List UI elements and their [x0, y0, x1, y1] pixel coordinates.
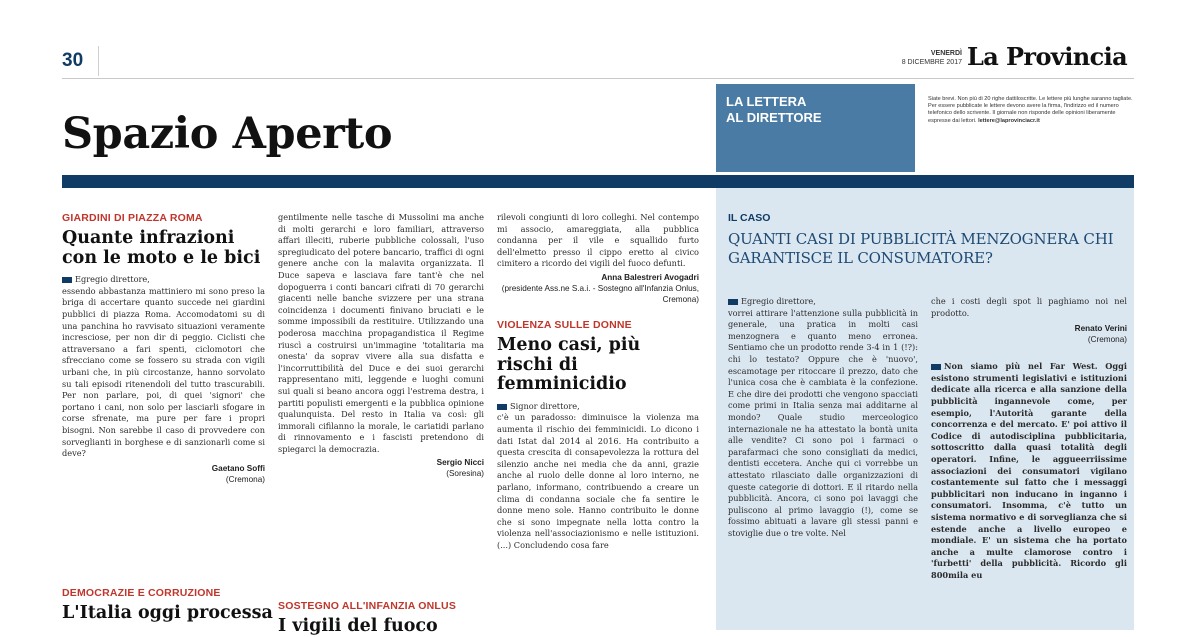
- column3-text: c'è un paradosso: diminuisce la violenza ma aumenta il rischio dei femminicidi. Lo dicono i dati Istat dal 2014 al 2016. Ha contribuito a questa crescita di consapevolezza la rottura del silenzio anche nei media che da anni, grazie anche al ruolo delle donne al loro interno, ne parlano, informano, contribuendo a creare un clima di condanna sociale che fa sentire le donne meno sole. Hanno contribuito le donne che si sono impegnate nella lotta contro la violenza nell'associazionismo e nelle istituzioni. (...) Concludendo cosa fare: [497, 412, 699, 550]
- il-caso-reply-text: Non siamo più nel Far West. Oggi esistono strumenti legislativi e istituzioni dedicate alla ricerca e alla sanzione della pubblicità ingannevole come, per esempio, l'Autorità garante della concorrenza e del mercato. E' poi attivo il Codice di autodisciplina pubblicitaria, sottoscritto dalla quasi totalità degli operatori. Infine, le aggueerriissime associazioni dei consumatori vigilano costantemente sul fatto che i messaggi pubblicitari non inducano in inganno i consumatori. Insomma, c'è tutto un sistema normativo e di sorveglianza che si estende anche a livello europeo e mondiale. E' un sistema che ha portato anche a multe clamorose contro i 'furbetti' della pubblicità. Ricordo gli 800mila eu: [931, 361, 1127, 580]
- bullet-square-icon: [62, 277, 72, 283]
- letter-box-email: lettere@laprovinciacr.it: [978, 117, 1040, 124]
- il-caso-signature: [931, 323, 1127, 345]
- il-caso-kicker: IL CASO: [728, 212, 771, 224]
- header-date-block: [858, 50, 962, 67]
- il-caso-author: Renato Verini: [1074, 324, 1127, 334]
- il-caso-salutation: Egregio direttore,: [741, 296, 816, 306]
- column3-kicker: VIOLENZA SULLE DONNE: [497, 318, 632, 331]
- masthead: La Provincia: [967, 42, 1128, 71]
- letter-box-info: [928, 96, 1134, 125]
- column3-signature: [497, 272, 699, 305]
- il-caso-col2-text: che i costi degli spot li paghiamo noi nel prodotto.: [931, 296, 1127, 318]
- column2-headline: I vigili del fuoco: [278, 616, 438, 636]
- column3-headline: Meno casi, più rischi di femminicidio: [497, 334, 641, 395]
- column2-author: Sergio Nicci: [436, 458, 484, 468]
- il-caso-place: (Cremona): [1087, 335, 1127, 345]
- il-caso-headline: QUANTI CASI DI PUBBLICITÀ MENZOGNERA CHI GARANTISCE IL CONSUMATORE?: [728, 230, 1114, 267]
- column2-signature: [278, 457, 484, 479]
- column2-body: gentilmente nelle tasche di Mussolini ma anche di molti gerarchi e loro familiari, attraverso affari illeciti, ruberie pubbliche colossali, l'uso spregiudicato del potere bancario, traffici di ogni genere anche con la malavita organizzata. Il Duce sapeva e lasciava fare tant'è che nel dopoguerra i conti bancari cifrati di 70 gerarchi giacenti nelle banche svizzere per una strana coincidenza i documenti finivano bruciati e le somme impossibili da restituire. Utilizzando una poderosa macchina propagandistica il Regime riuscì a costruirsi un'immagine 'totalitaria ma onesta' da soprav vivere alla sua disfatta e l'incorruttibilità del Duce e dei suoi gerarchi rappresentano miti, leggende e luoghi comuni sui quali si beano ancora oggi l'estrema destra, i partiti populisti emergenti e la pubblica opinione qualunquista. Del resto in Italia va così: gli immorali cifilanno la morale, le cariatidi parlano di rinnovamento e i fascisti pretendono di spiegarci la democrazia.: [278, 212, 484, 454]
- letter-box-title-1: LA LETTERA: [726, 94, 807, 109]
- column3-author: Anna Balestreri Avogadri: [601, 272, 699, 282]
- article1-place: (Cremona): [225, 474, 265, 484]
- column-1: [62, 212, 265, 485]
- il-caso-reply: [931, 361, 1127, 613]
- header-date: 8 DICEMBRE 2017: [901, 58, 962, 66]
- il-caso-col1: [728, 296, 918, 630]
- column3-salutation: Signor direttore,: [510, 400, 580, 411]
- header-day: VENERDÌ: [930, 50, 962, 57]
- il-caso-col2: [931, 296, 1127, 613]
- letter-box: [716, 84, 915, 172]
- article1-headline: Quante infrazioni con le moto e le bici: [62, 228, 261, 268]
- column-3: [497, 212, 699, 597]
- page-number-divider: [98, 46, 99, 76]
- letter-box-info-text: Siate brevi. Non più di 20 righe dattiloscritte. Le lettere più lunghe saranno tagliate. Per essere pubblicate le lettere devono avere la firma, l'indirizzo ed il numero telefonico dello scrivente. Il giornale non risponde delle opinioni liberamente espresse dai lettori.: [928, 96, 1133, 124]
- column3-body: rilevoli congiunti di loro colleghi. Nel contempo mi associo, amareggiata, alla pubblica condanna per il vile e squallido furto dell'elmetto presso il cippo eretto al civico cimitero a ricordo dei vigili del fuoco defunti.: [497, 212, 699, 269]
- page-number: 30: [62, 50, 84, 71]
- section-title: Spazio Aperto: [62, 109, 393, 159]
- article1-salutation: Egregio direttore,: [75, 274, 150, 285]
- article1-body: [62, 274, 265, 460]
- article1-kicker: GIARDINI DI PIAZZA ROMA: [62, 212, 203, 224]
- section-rule: [62, 175, 1134, 188]
- bullet-square-icon: [497, 404, 507, 410]
- column-2: [278, 212, 484, 479]
- column2-kicker: SOSTEGNO ALL'INFANZIA ONLUS: [278, 600, 457, 612]
- article1-signature: [62, 463, 265, 485]
- article1-author: Gaetano Soffi: [211, 463, 265, 473]
- column3-body2: [497, 401, 699, 597]
- bullet-square-icon: [728, 299, 738, 305]
- article2-kicker: DEMOCRAZIE E CORRUZIONE: [62, 587, 221, 599]
- article-vigili: [278, 600, 484, 637]
- il-caso-text: vorrei attirare l'attenzione sulla pubblicità in generale, una pratica in molti casi menzognera e quanto meno erronea. Sentiamo che un prodotto rende 3-4 in 1 (!?): chi lo testato? Oppure che è 'nuovo', escamotage per ritoccare il prezzo, dato che l'unica cosa che è cambiata è la confezione. E che dire dei prodotti che vengono spacciati come primi in Italia senza mai additarne al mondo? Quale studio merceologico internazionale ne ha attestato la bontà unita alle vendite? Ci sono poi i farmaci o parafarmaci che sono consigliati da medici, dentisti eccetera. Anche qui ci vorrebbe un attestato rilasciato dalle organizzazioni di queste categorie di dottori. E il ritardo nella pubblicità. Ancora, ci sono poi lavaggi che puliscono al primo lavaggio (!), come se fossimo abituati a lavare gli stessi panni e stoviglie due o tre volte. Nel: [728, 307, 918, 538]
- header-rule: [62, 78, 1134, 79]
- article2-headline: L'Italia oggi processa: [62, 603, 273, 623]
- bullet-square-icon: [931, 364, 941, 370]
- il-caso-header: [728, 212, 1128, 268]
- column3-role: (presidente Ass.ne S.a.i. - Sostegno all'Infanzia Onlus, Cremona): [501, 283, 699, 304]
- article2: [62, 587, 273, 624]
- letter-box-title-2: AL DIRETTORE: [726, 110, 822, 125]
- column2-place: (Soresina): [446, 469, 484, 479]
- article1-text: essendo abbastanza mattiniero mi sono preso la briga di accertare quanto succede nei giardini pubblici di piazza Roma. Accomodatomi su di una panchina ho ravvisato situazioni veramente incresciose, per non dir di peggio. Ciclisti che attraversano a fari spenti, ciclomotori che sfrecciano come se fossero su strada con vigili urbani che, in più circostanze, hanno sorvolato su tali episodi ritenendoli del tutto trascurabili. Per non parlare, poi, di quei 'signori' che portano i cani, non solo per lasciarli sfogare in corse sfrenate, ma pure per fare i propri bisogni. Non sarebbe il caso di provvedere con sorveglianti in borghese e di sanzionarli come si deve?: [62, 285, 265, 459]
